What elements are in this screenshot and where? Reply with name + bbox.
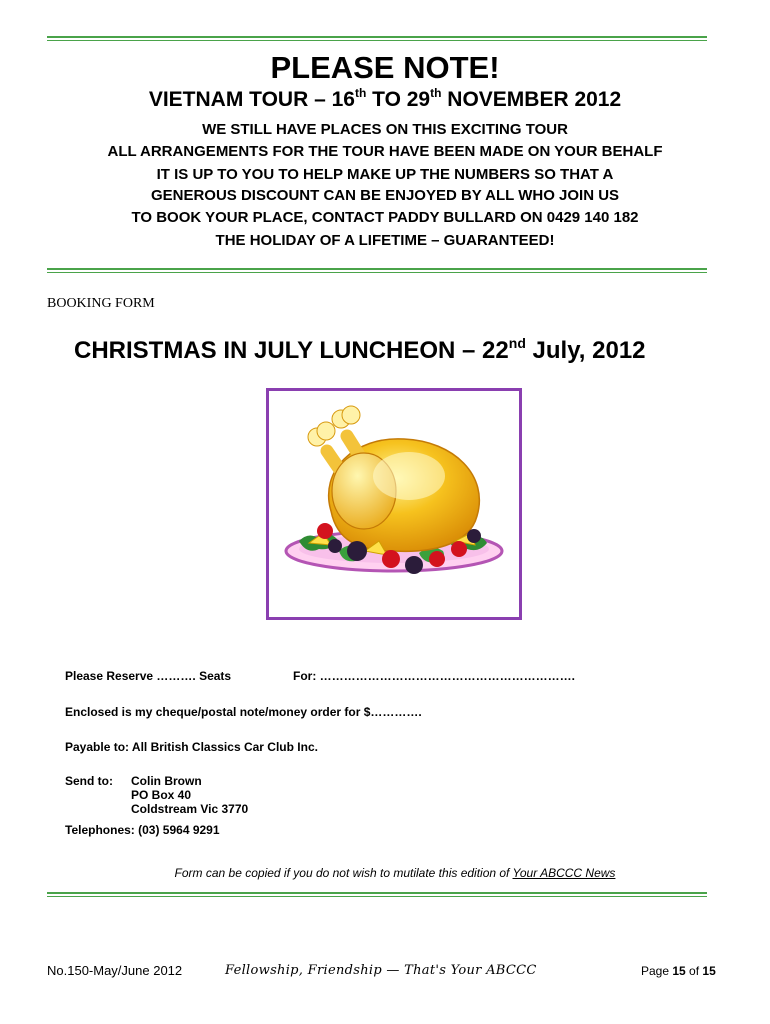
tour-heading: VIETNAM TOUR – 16th TO 29th NOVEMBER 2012: [148, 86, 622, 111]
payable-to: Payable to: All British Classics Car Club Inc.: [65, 740, 318, 754]
club-motto: Fellowship, Friendship — That's Your ABCCC: [225, 963, 537, 978]
notice-line-5: TO BOOK YOUR PLACE, CONTACT PADDY BULLARD ON 0429 140 182: [131, 209, 639, 226]
page-number: Page 15 of 15: [641, 964, 716, 978]
abccc-news-link: Your ABCCC News: [512, 866, 616, 880]
booking-form-label: BOOKING FORM: [47, 296, 155, 311]
notice-line-4: GENEROUS DISCOUNT CAN BE ENJOYED BY ALL WHO JOIN US: [150, 187, 620, 204]
issue-number: No.150-May/June 2012: [47, 963, 183, 978]
notice-line-6: THE HOLIDAY OF A LIFETIME – GUARANTEED!: [215, 232, 555, 249]
reserve-for-field: For: ……………………………………………………….: [293, 669, 575, 683]
reserve-seats-field: Please Reserve ………. Seats: [65, 669, 232, 683]
payment-amount-field: Enclosed is my cheque/postal note/money order for $………….: [65, 705, 422, 719]
notice-title: PLEASE NOTE!: [270, 50, 500, 85]
send-to-name: Colin Brown: [131, 774, 202, 788]
send-to-po-box: PO Box 40: [131, 788, 192, 802]
notice-line-2: ALL ARRANGEMENTS FOR THE TOUR HAVE BEEN MADE ON YOUR BEHALF: [107, 143, 663, 160]
top-divider: [47, 36, 707, 41]
bottom-divider: [47, 892, 707, 897]
send-to-town: Coldstream Vic 3770: [131, 802, 249, 816]
telephones: Telephones: (03) 5964 9291: [65, 823, 220, 837]
notice-line-3: IT IS UP TO YOU TO HELP MAKE UP THE NUMBERS SO THAT A: [156, 166, 614, 183]
copy-note: Form can be copied if you do not wish to mutilate this edition of Your ABCCC News: [174, 866, 616, 880]
event-heading: CHRISTMAS IN JULY LUNCHEON – 22nd July, 2012: [74, 335, 646, 364]
notice-line-1: WE STILL HAVE PLACES ON THIS EXCITING TOUR: [202, 121, 568, 138]
notice-divider: [47, 268, 707, 273]
send-to-label: Send to:: [65, 774, 113, 788]
turkey-image-frame: [266, 388, 522, 620]
roast-turkey-icon: [269, 391, 519, 617]
